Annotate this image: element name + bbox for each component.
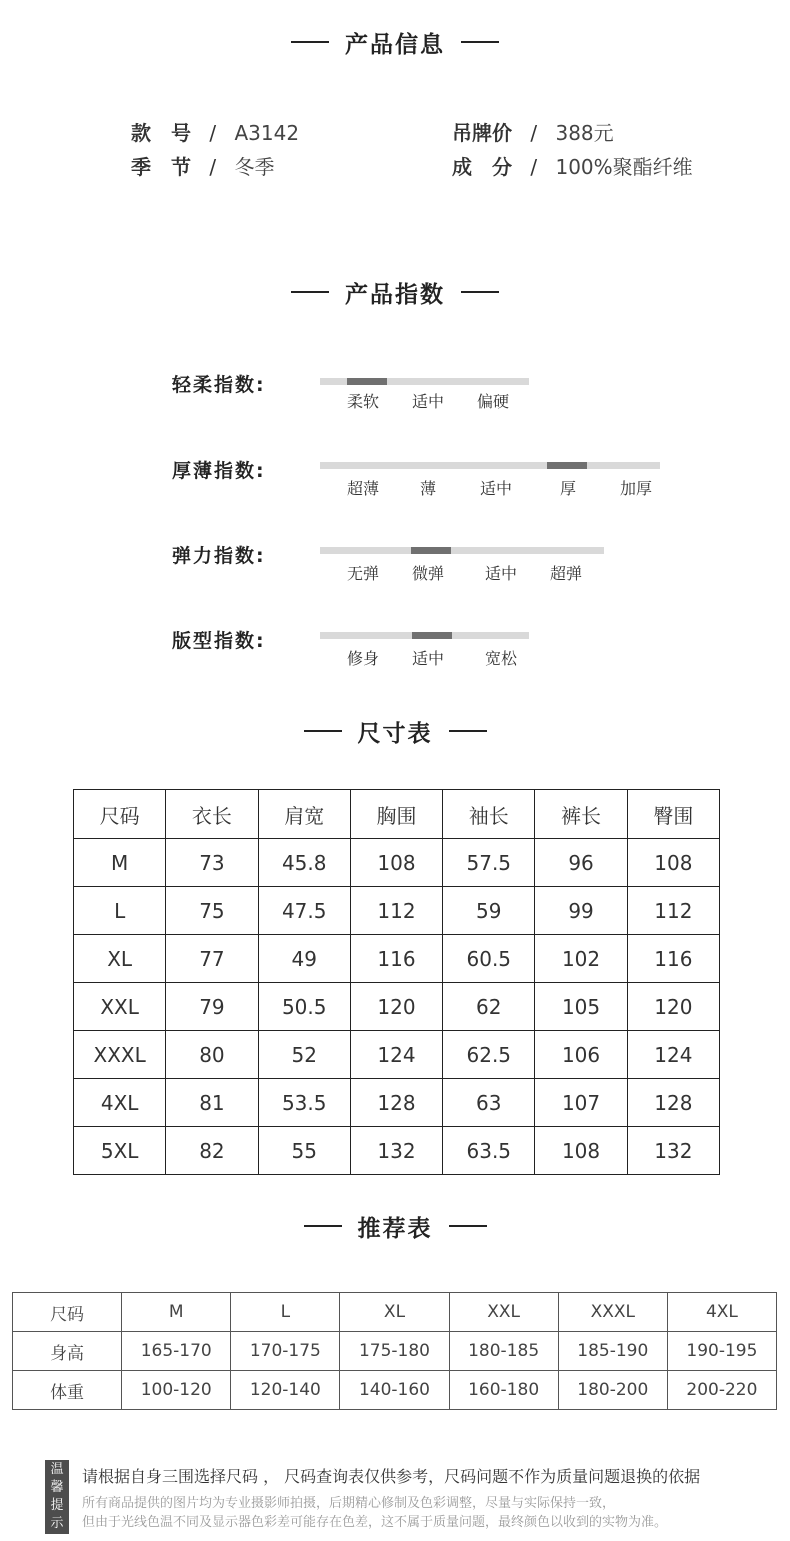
size-cell: 120 bbox=[627, 983, 719, 1031]
size-cell: 99 bbox=[535, 887, 627, 935]
separator-slash: / bbox=[530, 155, 538, 179]
recommend-cell: 身高 bbox=[13, 1332, 122, 1371]
size-cell: 120 bbox=[350, 983, 442, 1031]
size-cell: 55 bbox=[258, 1127, 350, 1175]
softness-option: 柔软 bbox=[347, 392, 380, 411]
size-cell: XXL bbox=[74, 983, 166, 1031]
fit-index-label: 版型指数: bbox=[172, 630, 266, 652]
size-table-header-cell: 臀围 bbox=[627, 790, 719, 839]
price-value: 388元 bbox=[555, 121, 614, 145]
size-cell: 116 bbox=[350, 935, 442, 983]
table-row bbox=[74, 839, 720, 887]
size-cell: 52 bbox=[258, 1031, 350, 1079]
recommend-table bbox=[12, 1292, 777, 1410]
thickness-option: 厚 bbox=[560, 479, 577, 498]
title-rule-right bbox=[449, 1225, 487, 1227]
info-price-row bbox=[452, 119, 614, 147]
size-cell: 112 bbox=[350, 887, 442, 935]
separator-slash: / bbox=[209, 155, 217, 179]
recommend-header-cell: 4XL bbox=[667, 1293, 776, 1332]
recommend-cell: 175-180 bbox=[340, 1332, 449, 1371]
size-cell: 4XL bbox=[74, 1079, 166, 1127]
recommend-header-cell: XXXL bbox=[558, 1293, 667, 1332]
section-title-text: 尺寸表 bbox=[357, 720, 433, 747]
size-cell: 5XL bbox=[74, 1127, 166, 1175]
size-cell: 53.5 bbox=[258, 1079, 350, 1127]
title-rule-left bbox=[291, 291, 329, 293]
separator-slash: / bbox=[530, 121, 538, 145]
recommend-cell: 190-195 bbox=[667, 1332, 776, 1371]
section-title-text: 产品信息 bbox=[345, 31, 445, 58]
size-table-header-cell: 尺码 bbox=[74, 790, 166, 839]
size-cell: 124 bbox=[627, 1031, 719, 1079]
size-cell: 112 bbox=[627, 887, 719, 935]
size-cell: XXXL bbox=[74, 1031, 166, 1079]
size-cell: 73 bbox=[166, 839, 258, 887]
title-rule-left bbox=[291, 41, 329, 43]
size-cell: 96 bbox=[535, 839, 627, 887]
size-cell: M bbox=[74, 839, 166, 887]
size-cell: 128 bbox=[627, 1079, 719, 1127]
section-title-product-info bbox=[0, 22, 790, 62]
size-cell: 106 bbox=[535, 1031, 627, 1079]
title-rule-right bbox=[449, 730, 487, 732]
size-cell: 102 bbox=[535, 935, 627, 983]
title-rule-right bbox=[461, 41, 499, 43]
softness-scale-bar bbox=[320, 378, 529, 385]
thickness-scale-bar bbox=[320, 462, 660, 469]
fit-option: 适中 bbox=[412, 649, 445, 668]
recommend-cell: 120-140 bbox=[231, 1371, 340, 1410]
size-cell: 45.8 bbox=[258, 839, 350, 887]
recommend-cell: 100-120 bbox=[122, 1371, 231, 1410]
size-cell: 79 bbox=[166, 983, 258, 1031]
table-row bbox=[74, 1031, 720, 1079]
recommend-cell: 160-180 bbox=[449, 1371, 558, 1410]
material-value: 100%聚酯纤维 bbox=[555, 155, 693, 179]
section-title-text: 推荐表 bbox=[357, 1215, 433, 1242]
thickness-index-label: 厚薄指数: bbox=[172, 460, 266, 482]
size-cell: XL bbox=[74, 935, 166, 983]
size-cell: 108 bbox=[535, 1127, 627, 1175]
size-cell: 124 bbox=[350, 1031, 442, 1079]
season-label: 季 节 bbox=[131, 155, 191, 179]
section-title-text: 产品指数 bbox=[345, 281, 445, 308]
fit-option: 宽松 bbox=[485, 649, 518, 668]
fit-scale-bar bbox=[320, 632, 529, 639]
size-cell: 128 bbox=[350, 1079, 442, 1127]
size-cell: 49 bbox=[258, 935, 350, 983]
table-row bbox=[74, 1127, 720, 1175]
size-cell: 62.5 bbox=[443, 1031, 535, 1079]
size-cell: 75 bbox=[166, 887, 258, 935]
size-cell: 81 bbox=[166, 1079, 258, 1127]
fit-selected-mark bbox=[412, 632, 452, 639]
size-cell: 57.5 bbox=[443, 839, 535, 887]
style-value: A3142 bbox=[234, 121, 300, 145]
title-rule-left bbox=[304, 1225, 342, 1227]
recommend-cell: 180-185 bbox=[449, 1332, 558, 1371]
thickness-option: 加厚 bbox=[620, 479, 653, 498]
thickness-option: 薄 bbox=[420, 479, 437, 498]
elasticity-scale-bar bbox=[320, 547, 604, 554]
size-cell: 132 bbox=[350, 1127, 442, 1175]
recommend-cell: 体重 bbox=[13, 1371, 122, 1410]
softness-selected-mark bbox=[347, 378, 387, 385]
table-row bbox=[74, 1079, 720, 1127]
tip-main-text: 请根据自身三围选择尺码 ， 尺码查询表仅供参考，尺码问题不作为质量问题退换的依据 bbox=[82, 1467, 701, 1486]
size-cell: 60.5 bbox=[443, 935, 535, 983]
size-table-header-row bbox=[74, 790, 720, 839]
size-table-header-cell: 肩宽 bbox=[258, 790, 350, 839]
separator-slash: / bbox=[209, 121, 217, 145]
thickness-option: 适中 bbox=[480, 479, 513, 498]
title-rule-left bbox=[304, 730, 342, 732]
recommend-cell: 165-170 bbox=[122, 1332, 231, 1371]
elasticity-index-label: 弹力指数: bbox=[172, 545, 266, 567]
size-cell: 62 bbox=[443, 983, 535, 1031]
table-row bbox=[74, 935, 720, 983]
size-cell: 105 bbox=[535, 983, 627, 1031]
info-style-row bbox=[131, 119, 299, 147]
size-cell: 63 bbox=[443, 1079, 535, 1127]
softness-index-label: 轻柔指数: bbox=[172, 374, 266, 396]
recommend-cell: 185-190 bbox=[558, 1332, 667, 1371]
size-chart-table bbox=[73, 789, 720, 1175]
elasticity-option: 微弹 bbox=[412, 564, 445, 583]
size-table-header-cell: 胸围 bbox=[350, 790, 442, 839]
recommend-header-cell: L bbox=[231, 1293, 340, 1332]
size-table-header-cell: 裤长 bbox=[535, 790, 627, 839]
recommend-cell: 170-175 bbox=[231, 1332, 340, 1371]
softness-option: 适中 bbox=[412, 392, 445, 411]
recommend-cell: 180-200 bbox=[558, 1371, 667, 1410]
recommend-header-cell: XXL bbox=[449, 1293, 558, 1332]
size-cell: L bbox=[74, 887, 166, 935]
tip-note-line: 所有商品提供的图片均为专业摄影师拍摄，后期精心修制及色彩调整，尽量与实际保持一致， bbox=[82, 1496, 616, 1511]
recommend-header-cell: XL bbox=[340, 1293, 449, 1332]
size-cell: 63.5 bbox=[443, 1127, 535, 1175]
size-cell: 59 bbox=[443, 887, 535, 935]
table-row bbox=[74, 887, 720, 935]
elasticity-option: 适中 bbox=[485, 564, 518, 583]
recommend-cell: 200-220 bbox=[667, 1371, 776, 1410]
size-table-header-cell: 衣长 bbox=[166, 790, 258, 839]
season-value: 冬季 bbox=[234, 155, 275, 179]
title-rule-right bbox=[461, 291, 499, 293]
material-label: 成 分 bbox=[452, 155, 512, 179]
size-cell: 107 bbox=[535, 1079, 627, 1127]
table-row bbox=[13, 1332, 777, 1371]
section-title-recommend-chart bbox=[0, 1206, 790, 1246]
fit-option: 修身 bbox=[347, 649, 380, 668]
size-cell: 108 bbox=[627, 839, 719, 887]
tip-badge: 温馨提示 bbox=[45, 1460, 69, 1534]
softness-option: 偏硬 bbox=[477, 392, 510, 411]
recommend-cell: 140-160 bbox=[340, 1371, 449, 1410]
size-cell: 82 bbox=[166, 1127, 258, 1175]
thickness-option: 超薄 bbox=[347, 479, 380, 498]
table-row bbox=[13, 1371, 777, 1410]
section-title-size-chart bbox=[0, 711, 790, 751]
size-cell: 132 bbox=[627, 1127, 719, 1175]
info-material-row bbox=[452, 153, 693, 181]
recommend-table-header-row bbox=[13, 1293, 777, 1332]
info-season-row bbox=[131, 153, 274, 181]
price-label: 吊牌价 bbox=[452, 121, 512, 145]
elasticity-option: 超弹 bbox=[550, 564, 583, 583]
size-cell: 77 bbox=[166, 935, 258, 983]
style-label: 款 号 bbox=[131, 121, 191, 145]
size-cell: 50.5 bbox=[258, 983, 350, 1031]
elasticity-option: 无弹 bbox=[347, 564, 380, 583]
thickness-selected-mark bbox=[547, 462, 587, 469]
recommend-header-cell: 尺码 bbox=[13, 1293, 122, 1332]
recommend-header-cell: M bbox=[122, 1293, 231, 1332]
tip-note-line: 但由于光线色温不同及显示器色彩差可能存在色差，这不属于质量问题，最终颜色以收到的实物为准。 bbox=[82, 1515, 668, 1530]
size-cell: 47.5 bbox=[258, 887, 350, 935]
size-cell: 80 bbox=[166, 1031, 258, 1079]
size-table-header-cell: 袖长 bbox=[443, 790, 535, 839]
size-cell: 108 bbox=[350, 839, 442, 887]
elasticity-selected-mark bbox=[411, 547, 451, 554]
section-title-product-index bbox=[0, 272, 790, 312]
table-row bbox=[74, 983, 720, 1031]
size-cell: 116 bbox=[627, 935, 719, 983]
